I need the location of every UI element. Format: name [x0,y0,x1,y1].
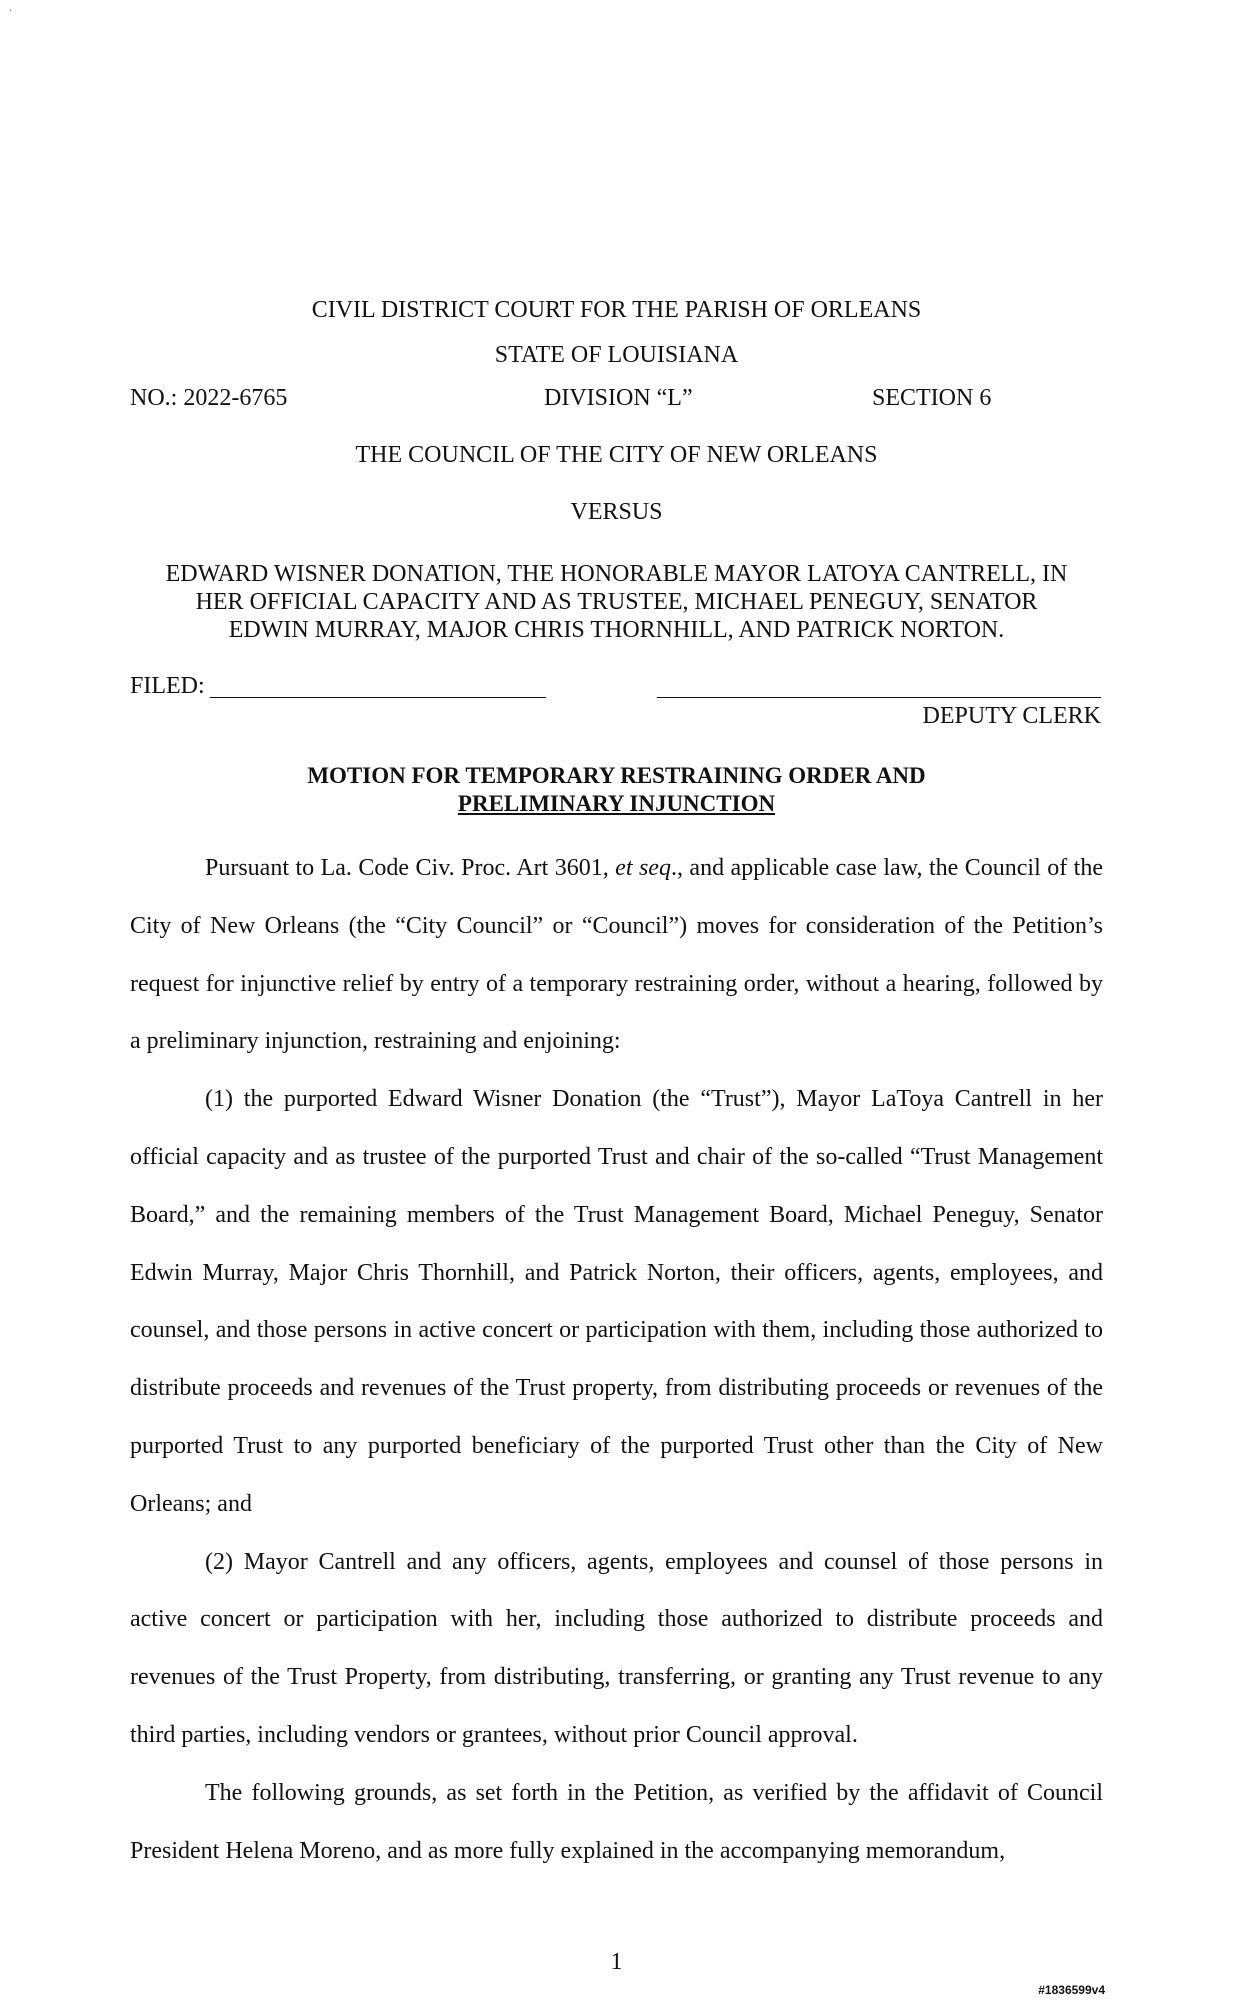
clerk-signature-line [657,697,1101,698]
defendants-line: EDWIN MURRAY, MAJOR CHRIS THORNHILL, AND PATRICK NORTON. [228,617,1005,643]
scan-mark: · [8,4,13,19]
defendants [120,560,1113,644]
filed-signature-line [210,697,546,698]
defendants-line: HER OFFICIAL CAPACITY AND AS TRUSTEE, MICHAEL PENEGUY, SENATOR [195,589,1038,615]
court-name: CIVIL DISTRICT COURT FOR THE PARISH OF ORLEANS [311,297,922,323]
paragraph-item-1: (1) the purported Edward Wisner Donation (the “Trust”), Mayor LaToya Cantrell in her official capacity and as trustee of the purported Trust and chair of the so-called “Trust Management Board,” and the remaining members of the Trust Management Board, Michael Peneguy, Senator Edwin Murray, Major Chris Thornhill, and Patrick Norton, their officers, agents, employees, and counsel, and those persons in active concert or participation with them, including those authorized to distribute proceeds and revenues of the Trust property, from distributing proceeds or revenues of the purported Trust to any purported beneficiary of the purported Trust other than the City of New Orleans; and [130,1086,1103,1517]
division: DIVISION “L” [544,385,693,411]
paragraph-item-2: (2) Mayor Cantrell and any officers, agents, employees and counsel of those persons in active concert or participation with her, including those authorized to distribute proceeds and revenues of the Trust Property, from distributing, transferring, or granting any Trust revenue to any third parties, including vendors or grantees, without prior Council approval. [130,1548,1103,1748]
state-name: STATE OF LOUISIANA [494,342,739,368]
paragraph-intro-text-b: ., and applicable case law, the Council of the City of New Orleans (the “City Council” or “Council”) moves for consideration of the Petition’s request for injunctive relief by entry of a temporary restraining order, without a hearing, followed by a preliminary injunction, restraining and enjoining: [130,855,1103,1055]
versus: VERSUS [570,499,663,525]
document-id: #1836599v4 [1038,1983,1105,1997]
filed-label: FILED: [130,673,205,699]
paragraph-intro-text-a: Pursuant to La. Code Civ. Proc. Art 3601, [205,855,616,881]
motion-title-line1: MOTION FOR TEMPORARY RESTRAINING ORDER AND [307,763,926,788]
paragraph-grounds: The following grounds, as set forth in the Petition, as verified by the affidavit of Council President Helena Moreno, and as more fully explained in the accompanying memorandum, [130,1779,1103,1864]
motion-title-line2: PRELIMINARY INJUNCTION [457,791,776,816]
deputy-clerk-label: DEPUTY CLERK [922,703,1101,729]
plaintiff: THE COUNCIL OF THE CITY OF NEW ORLEANS [355,442,878,468]
section: SECTION 6 [872,385,992,411]
case-number: NO.: 2022-6765 [130,385,288,411]
paragraph-intro-italic: et seq [615,855,671,881]
paragraph-intro [130,840,1103,1071]
motion-body [130,840,1103,1880]
page-number: 1 [610,1949,623,1975]
defendants-line: EDWARD WISNER DONATION, THE HONORABLE MAYOR LATOYA CANTRELL, IN [165,561,1068,587]
motion-title [0,762,1233,818]
